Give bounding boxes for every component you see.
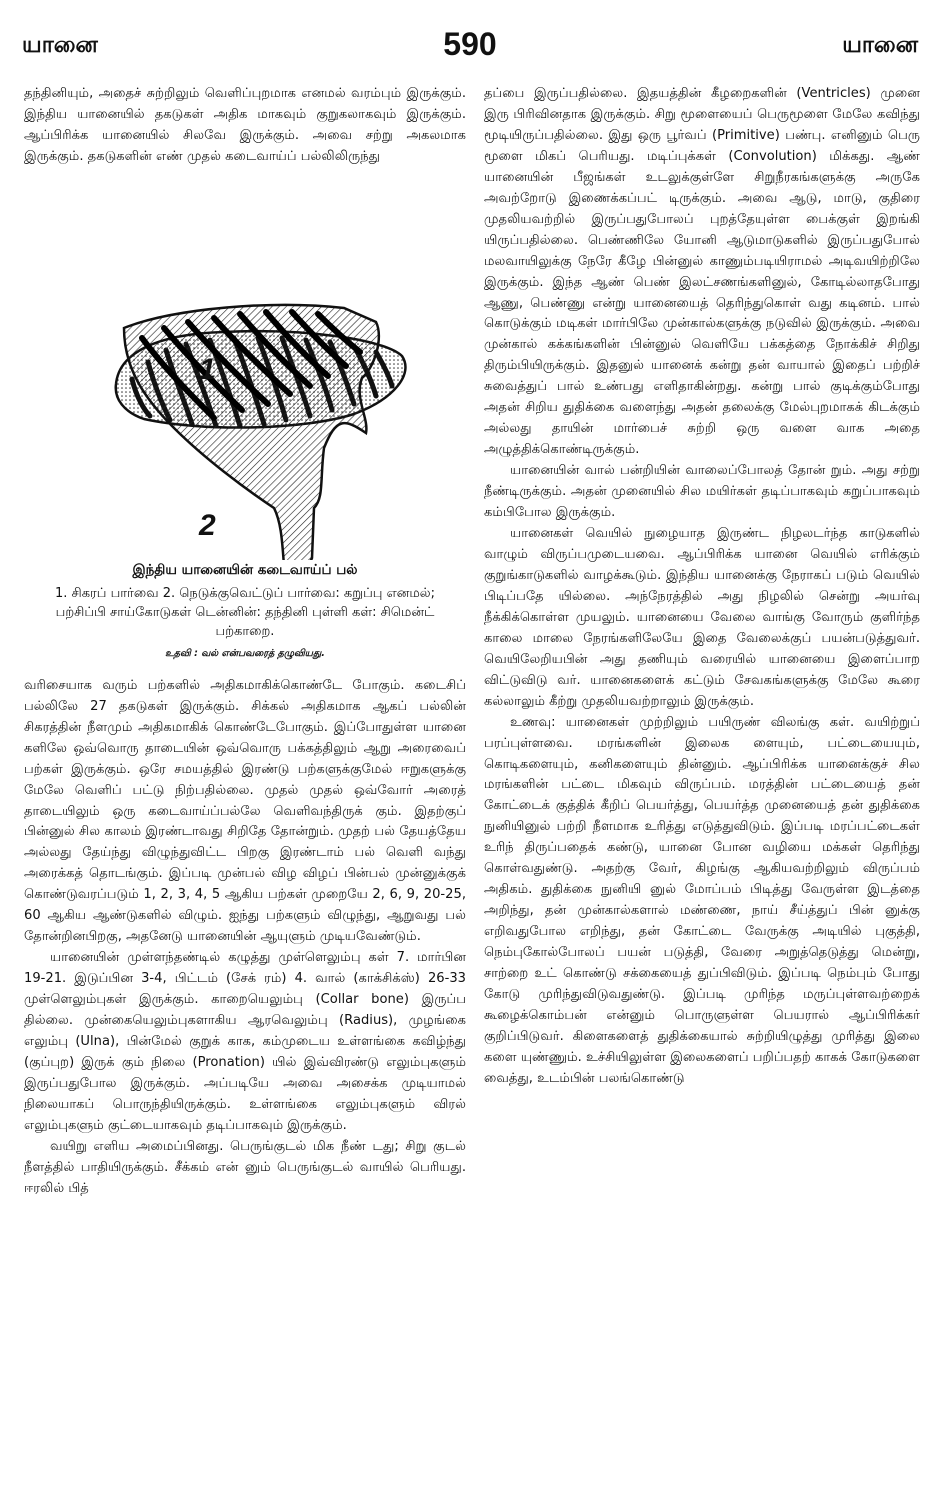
- paragraph: யானையின் முள்ளந்தண்டில் கழுத்து முள்ளெலும்பு கள் 7. மார்பின 19-21. இடுப்பின 3-4, பிட்டம் (சேக் ரம்) 4. வால் (காக்சிக்ஸ்) 26-33 முள்ளெலும்புகள் இருக்கும். காறையெலும்பு (Collar bone) இருப்ப தில்லை. முன்கையெலும்புகளாகிய ஆரவெலும்பு (Radius), முழங்கை எலும்பு (Ulna), பின்மேல் குறுக் காக, கம்முடைய உள்ளங்கை கவிழ்ந்து (குப்புற) இருக் கும் நிலை (Pronation) யில் இவ்விரண்டு எலும்புகளும் இருப்பதுபோல இருக்கும். அப்படியே அவை அசைக்க முடியாமல் நிலையாகப் பொருந்தியிருக்கும். உள்ளங்கை எலும்புகளும் விரல் எலும்புகளும் குட்டையாகவும் தடிப்பாகவும் இருக்கும்.: [24, 950, 466, 1133]
- figure-credit: உதவி : வல் என்பவரைத் தழுவியது.: [165, 647, 325, 659]
- tooth-figure: [24, 174, 466, 676]
- figure-label-1: 1: [199, 352, 216, 386]
- sectional-view-tooth: [124, 305, 379, 560]
- left-column: [24, 84, 466, 1200]
- figure-caption: 1. சிகரப் பார்வை 2. நெடுக்குவெட்டுப் பார்வை: கறுப்பு எனமல்; பற்சிப்பி சாய்கோடுகள் டென்னின்: தந்தினி புள்ளி கள்: சிமென்ட் பற்காறை.: [55, 585, 435, 639]
- figure-label-2: 2: [199, 508, 216, 542]
- paragraph: வரிசையாக வரும் பற்களில் அதிகமாகிக்கொண்டே போகும். கடைசிப் பல்லிலே 27 தகடுகள் இருக்கும். சிக்கல் அதிகமாக ஆகப் பல்லின் சிகரத்தின் நீளமும் அதிகமாகிக் கொண்டேபோகும். இப்போதுள்ள யானை களிலே ஒவ்வொரு தாடையின் ஒவ்வொரு பக்கத்திலும் ஆறு அரைவைப் பற்கள் இருக்கும். ஒரே சமயத்தில் இரண்டு பற்களுக்குமேல் ஈறுகளுக்கு மேலே வெளிப் பட்டு நிற்பதில்லை. முதல் முதல் ஒவ்வோர் அரைத் தாடையிலும் ஒரு கடைவாய்ப்பல்லே வெளிவந்திருக் கும். இதற்குப் பின்னுல் சில காலம் இரண்டாவது சிறிதே தோன்றும். முதற் பல் தேயத்தேய அல்லது தேய்ந்து விழுந்துவிட்ட பிறகு இரண்டாம் பல் வெளி வந்து அரைக்கத் தொடங்கும். இப்படி முன்பல் விழ விழப் பின்பல் முன்னுக்குக் கொண்டுவரப்படும் 1, 2, 3, 4, 5 ஆகிய பற்கள் முறையே 2, 6, 9, 20-25, 60 ஆகிய ஆண்டுகளில் விழும். ஐந்து பற்களும் விழுந்து, ஆறுவது பல் தோன்றினபிறகு, அதனேடு யானையின் ஆயுளும் முடியவேண்டும்.: [24, 677, 466, 945]
- running-title-left: யானை: [22, 32, 98, 58]
- paragraph: தப்பை இருப்பதில்லை. இதயத்தின் கீழறைகளின் (Ventricles) முனை இரு பிரிவினதாக இருக்கும். சிறு மூளையைப் பெருமூளை மேலே கவிந்து மூடியிருப்பதில்லை. இது ஒரு பூர்வப் (Primitive) பண்பு. எனினும் பெரு மூளை மிகப் பெரியது. மடிப்புக்கள் (Convolution) மிக்கது. ஆண் யானையின் பீஜங்கள் உடலுக்குள்ளே சிறுநீரகங்களுக்கு அருகே அவற்றோடு இணைக்கப்பட் டிருக்கும். அவை ஆடு, மாடு, குதிரை முதலியவற்றில் இருப்பதுபோலப் புறத்தேயுள்ள பைக்குள் இறங்கி யிருப்பதில்லை. பெண்ணிலே யோனி ஆடுமாடுகளில் இருப்பதுபோல் மலவாயிலுக்கு நேரே கீழே பின்னுல் காணும்படியிராமல் அடிவயிற்றிலே இருக்கும். இந்த ஆண் பெண் இலட்சணங்களினுல், கோடில்லாதபோது ஆணு, பெண்ணு என்று யானையைத் தெரிந்துகொள் வது கடினம். பால் கொடுக்கும் மடிகள் மார்பிலே முன்கால்களுக்கு நடுவில் இருக்கும். அவை முன்கால் கக்கங்களின் பின்னுல் வெளியே பக்கத்தை நோக்கிச் சிறிது திரும்பியிருக்கும். இதனுல் யானைக் கன்று தன் வாயால் இதைப் பற்றிச் சுவைத்துப் பால் உண்பது எளிதாகின்றது. கன்று பால் குடிக்கும்போது அதன் சிறிய துதிக்கை வளைந்து அதன் தலைக்கு மேல்புறமாகக் கிடக்கும் அல்லது தாயின் மார்பைச் சுற்றி ஒரு வளை வாக அதை அழுத்திக்கொண்டிருக்கும்.: [484, 86, 920, 458]
- molar-illustration: [24, 174, 466, 560]
- paragraph: வயிறு எளிய அமைப்பினது. பெருங்குடல் மிக நீண் டது; சிறு குடல் நீளத்தில் பாதியிருக்கும். சீக்கம் என் னும் பெருங்குடல் வாயில் பெரியது. ஈரலில் பித்: [24, 1138, 466, 1196]
- paragraph: உணவு: யானைகள் முற்றிலும் பயிருண் விலங்கு கள். வயிற்றுப் பரப்புள்ளவை. மரங்களின் இலைக ளையும், பட்டையையும், கொடிகளையும், கனிகளையும் தின்னும். ஆப்பிரிக்க யானைக்குச் சில மரங்களின் பட்டை மிகவும் விருப்பம். மரத்தின் பட்டையைத் தன் கோட்டைக் குத்திக் கீறிப் பெயர்த்து, பெயர்த்த முனையைத் தன் துதிக்கை நுனியினுல் பற்றி நீளமாக உரித்து எடுத்துவிடும். இப்படி மரப்பட்டைகள் உரிந் திருப்பதைக் கண்டு, யானை போன வழியை மக்கள் தெரிந்து கொள்வதுண்டு. அதற்கு வேர், கிழங்கு ஆகியவற்றிலும் விருப்பம் அதிகம். துதிக்கை நுனியி னுல் மோப்பம் பிடித்து வேருள்ள இடத்தை அறிந்து, தன் முன்கால்களால் மண்ணை, நாய் சீய்த்துப் பின் னுக்கு எறிவதுபோல எறிந்து, தன் கோட்டை வேருக்கு அடியில் புகுத்தி, நெம்புகோல்போலப் பயன் படுத்தி, வேரை அறுத்தெடுத்து மென்று, சாற்றை உட் கொண்டு சக்கையைத் துப்பிவிடும். இப்படி நெம்பும் போது கோடு முரிந்துவிடுவதுண்டு. இப்படி முரிந்த மருப்புள்ளவற்றைக் கூழைக்கொம்பன் என்னும் பொருளுள்ள பெயரால் ஆப்பிரிக்கர் குறிப்பிடுவர். கிளைகளைத் துதிக்கையால் சுற்றியிழுத்து முரித்து இலை களை யுண்ணும். உச்சியிலுள்ள இலைகளைப் பறிப்பதற் காகக் கோடுகளை வைத்து, உடம்பின் பலங்கொண்டு: [484, 714, 920, 1086]
- page-number: 590: [443, 26, 497, 62]
- running-title-right: யானை: [842, 32, 918, 58]
- paragraph-top: தந்தினியும், அதைச் சுற்றிலும் வெளிப்புறமாக எனமல் வரம்பும் இருக்கும். இந்திய யானையில் தகடுகள் அதிக மாகவும் குறுகலாகவும் இருக்கும். ஆப்பிரிக்க யானையில் சிலவே இருக்கும். அவை சற்று அகலமாக இருக்கும். தகடுகளின் எண் முதல் கடைவாய்ப் பல்லிலிருந்து: [24, 86, 466, 164]
- page-header: [0, 14, 940, 64]
- figure-title: இந்திய யானையின் கடைவாய்ப் பல்: [132, 561, 358, 578]
- paragraph: யானைகள் வெயில் நுழையாத இருண்ட நிழலடர்ந்த காடுகளில் வாழும் விருப்பமுடையவை. ஆப்பிரிக்க யானை வெயில் எரிக்கும் குறுங்காடுகளில் வாழக்கூடும். இந்திய யானைக்கு நேராகப் படும் வெயில் பிடிப்பதே யில்லை. அந்நேரத்தில் அது நிழலில் சென்று அயர்வு நீக்கிக்கொள்ள முயலும். யானையை வேலை வாங்கு வோரும் குளிர்ந்த காலை மாலை நேரங்களிலேயே இதை வேலைக்குப் பயன்படுத்துவர். வெயிலேறியபின் அது தணியும் வரையில் யானையை இளைப்பாற விட்டுவிடு வர். யானைகளைக் கட்டும் சேவகங்களுக்கு மேலே கூரை கல்லாலும் கீற்று முதலியவற்றாலும் இருக்கும்.: [484, 526, 920, 709]
- right-column: [484, 84, 920, 1090]
- paragraph: யானையின் வால் பன்றியின் வாலைப்போலத் தோன் றும். அது சற்று நீண்டிருக்கும். அதன் முனையில் சில மயிர்கள் தடிப்பாகவும் கறுப்பாகவும் கம்பிபோல இருக்கும்.: [484, 463, 920, 521]
